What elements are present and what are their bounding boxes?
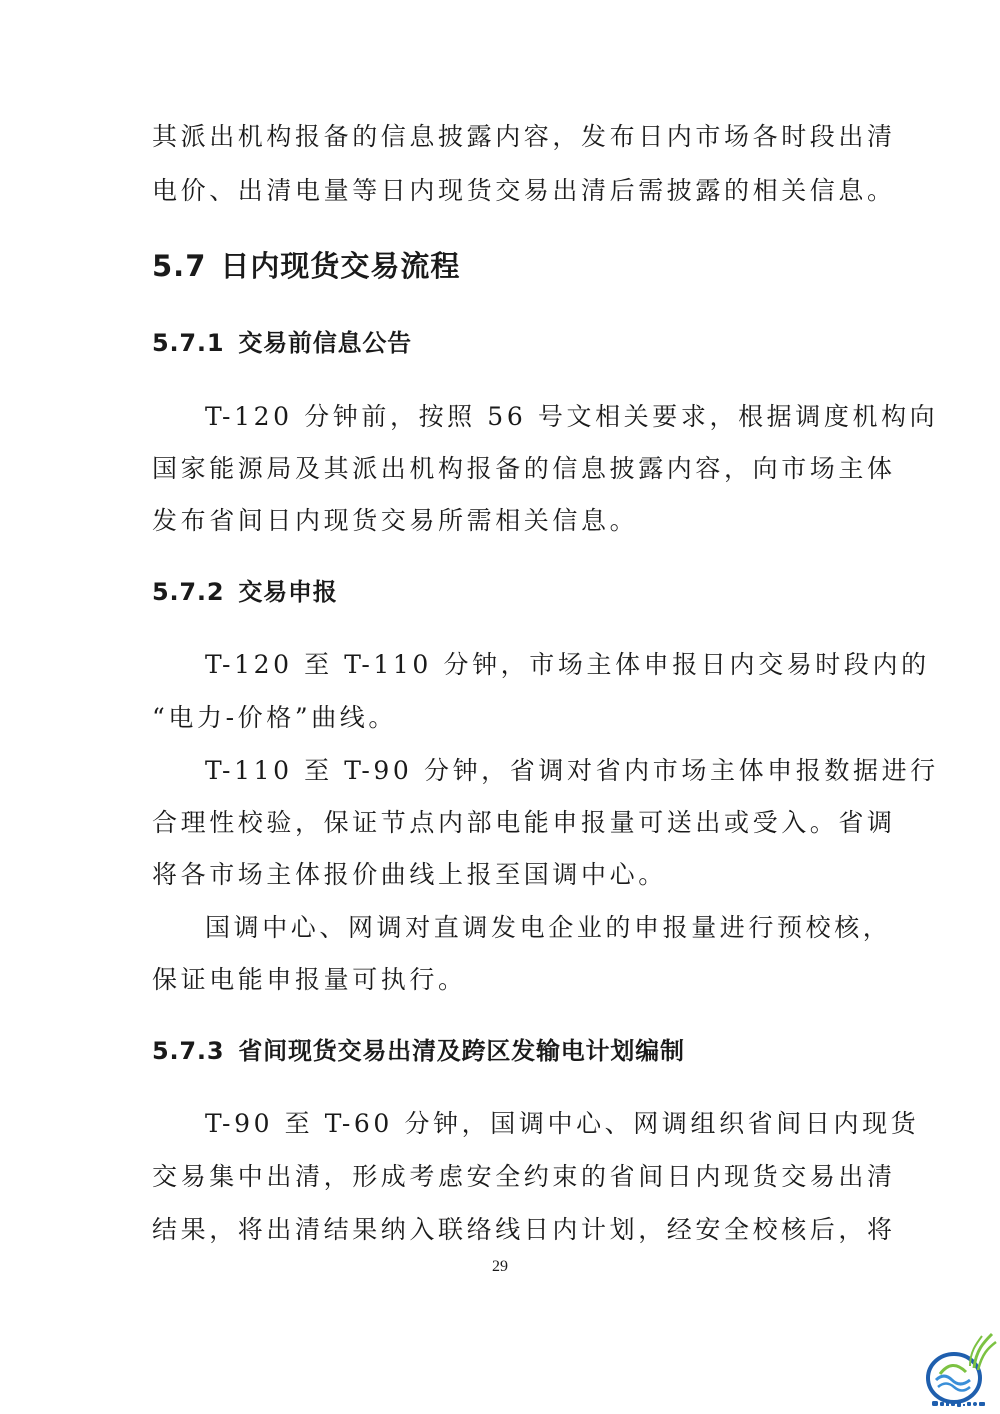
paragraph-line: T-120 分钟前，按照 56 号文相关要求，根据调度机构向 <box>205 402 939 431</box>
paragraph-line: T-110 至 T-90 分钟，省调对省内市场主体申报数据进行 <box>205 756 939 785</box>
paragraph-line: 国调中心、网调对直调发电企业的申报量进行预校核， <box>205 913 892 942</box>
paragraph-line: 电价、出清电量等日内现货交易出清后需披露的相关信息。 <box>152 176 896 205</box>
paragraph-line: 交易集中出清，形成考虑安全约束的省间日内现货交易出清 <box>152 1162 896 1191</box>
section-title: 交易申报 <box>238 578 338 606</box>
paragraph-line: 合理性校验，保证节点内部电能申报量可送出或受入。省调 <box>152 808 896 837</box>
paragraph-line: 将各市场主体报价曲线上报至国调中心。 <box>152 860 667 889</box>
paragraph-line: 保证电能申报量可执行。 <box>152 965 467 994</box>
cnlng-logo-icon <box>918 1328 998 1410</box>
paragraph-line: 国家能源局及其派出机构报备的信息披露内容，向市场主体 <box>152 454 896 483</box>
section-number: 5.7.3 <box>152 1037 225 1065</box>
section-heading-5-7-1 <box>152 327 412 359</box>
paragraph-line: “电力-价格”曲线。 <box>152 703 398 732</box>
page-number: 29 <box>492 1258 508 1275</box>
section-number: 5.7 <box>152 249 207 283</box>
section-title: 日内现货交易流程 <box>220 249 461 283</box>
paragraph-line: 其派出机构报备的信息披露内容，发布日内市场各时段出清 <box>152 122 896 151</box>
section-title: 交易前信息公告 <box>238 329 412 357</box>
section-number: 5.7.2 <box>152 578 225 606</box>
paragraph-line: 结果，将出清结果纳入联络线日内计划，经安全校核后，将 <box>152 1215 896 1244</box>
section-heading-5-7-2 <box>152 576 338 608</box>
paragraph-line: T-120 至 T-110 分钟，市场主体申报日内交易时段内的 <box>205 650 930 679</box>
section-number: 5.7.1 <box>152 329 225 357</box>
paragraph-line: 发布省间日内现货交易所需相关信息。 <box>152 506 639 535</box>
section-title: 省间现货交易出清及跨区发输电计划编制 <box>238 1037 685 1065</box>
section-heading-5-7 <box>152 248 460 284</box>
section-heading-5-7-3 <box>152 1035 685 1067</box>
paragraph-line: T-90 至 T-60 分钟，国调中心、网调组织省间日内现货 <box>205 1109 920 1138</box>
